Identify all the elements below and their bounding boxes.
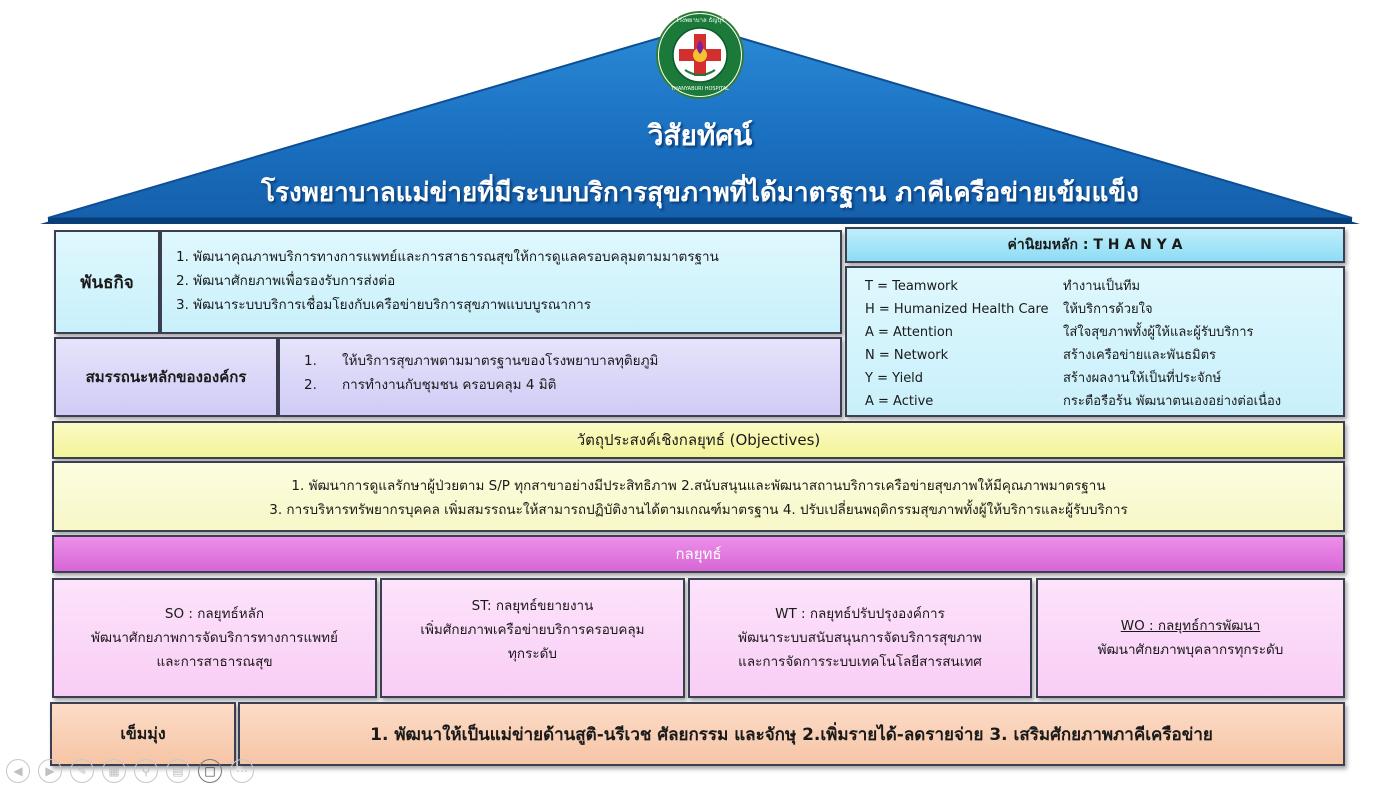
values-box (845, 266, 1345, 417)
strategy-card-wt (688, 578, 1032, 698)
mission-label: พันธกิจ (54, 230, 160, 334)
strategy-line: เพิ่มศักยภาพเครือข่ายบริการครอบคลุม (420, 622, 645, 638)
value-key: H = Humanized Health Care (865, 302, 1049, 317)
value-desc: สร้างผลงานให้เป็นที่ประจักษ์ (1063, 371, 1222, 386)
value-key: T = Teamwork (865, 279, 958, 294)
competency-box (278, 337, 842, 417)
objectives-title: วัตถุประสงค์เชิงกลยุทธ์ (Objectives) (52, 421, 1345, 459)
value-row (865, 275, 1343, 298)
strategy-head: SO : กลยุทธ์หลัก (164, 606, 265, 622)
strategy-line: และการจัดการระบบเทคโนโลยีสารสนเทศ (738, 654, 982, 670)
hospital-logo (655, 10, 745, 100)
value-key: A = Attention (865, 325, 954, 340)
value-row (865, 367, 1343, 390)
objectives-line2: 3. การบริหารทรัพยากรบุคคล เพิ่มสมรรถนะให้สามารถปฏิบัติงานได้ตามเกณฑ์มาตรฐาน 4. ปรับเปลี่ยนพฤติกรรมสุขภาพทั้งผู้ให้บริการและผู้รับบริการ (269, 502, 1128, 518)
vision-title: วิสัยทัศน์ (647, 119, 753, 152)
strategy-line: พัฒนาศักยภาพการจัดบริการทางการแพทย์ (91, 630, 338, 646)
value-key: A = Active (865, 394, 934, 409)
subtitles-icon[interactable]: ▤ (166, 759, 190, 783)
value-row (865, 298, 1343, 321)
strategy-head: WT : กลยุทธ์ปรับปรุงองค์การ (775, 606, 945, 622)
logo-arc-top: โรงพยาบาล ธัญบุรี (675, 17, 725, 24)
strategy-card-st (380, 578, 685, 698)
strategy-line: พัฒนาระบบสนับสนุนการจัดบริการสุขภาพ (738, 630, 982, 646)
focus-label: เข็มมุ่ง (50, 702, 236, 766)
mission-box (160, 230, 842, 334)
value-key: Y = Yield (865, 371, 924, 386)
more-icon[interactable]: ⋯ (230, 759, 254, 783)
presentation-toolbar (6, 759, 254, 785)
strategy-line: ทุกระดับ (508, 646, 557, 662)
strategy-card-so (52, 578, 377, 698)
competency-text: ให้บริการสุขภาพตามมาตรฐานของโรงพยาบาลทุติยภูมิ (342, 353, 659, 369)
strategy-title: กลยุทธ์ (52, 535, 1345, 573)
zoom-icon[interactable]: ⚲ (134, 759, 158, 783)
value-row (865, 390, 1343, 413)
strategy-line: และการสาธารณสุข (156, 654, 273, 670)
strategy-card-wo (1036, 578, 1345, 698)
value-desc: ให้บริการด้วยใจ (1063, 302, 1153, 317)
mission-item: 1. พัฒนาคุณภาพบริการทางการแพทย์และการสาธารณสุขให้การดูแลครอบคลุมตามมาตรฐาน (176, 249, 719, 265)
values-title: ค่านิยมหลัก : T H A N Y A (845, 227, 1345, 263)
value-row (865, 321, 1343, 344)
logo-arc-bottom: THANYABURI HOSPITAL (671, 86, 729, 92)
back-icon[interactable]: ◀ (6, 759, 30, 783)
value-desc: ทำงานเป็นทีม (1063, 279, 1141, 294)
strategy-line: พัฒนาศักยภาพบุคลากรทุกระดับ (1097, 642, 1284, 658)
value-desc: กระตือรือร้น พัฒนาตนเองอย่างต่อเนื่อง (1063, 394, 1282, 409)
mission-item: 2. พัฒนาศักยภาพเพื่อรองรับการส่งต่อ (176, 273, 396, 289)
objectives-box (52, 461, 1345, 532)
competency-num: 2. (304, 377, 317, 393)
competency-label: สมรรถนะหลักขององค์กร (54, 337, 278, 417)
competency-item (304, 349, 816, 373)
value-desc: สร้างเครือข่ายและพันธมิตร (1063, 348, 1217, 363)
strategy-head: WO : กลยุทธ์การพัฒนา (1120, 618, 1261, 634)
value-key: N = Network (865, 348, 949, 363)
value-desc: ใส่ใจสุขภาพทั้งผู้ให้และผู้รับบริการ (1063, 325, 1254, 340)
pen-icon[interactable]: ✎ (70, 759, 94, 783)
strategy-head: ST: กลยุทธ์ขยายงาน (471, 598, 594, 614)
vision-text: โรงพยาบาลแม่ข่ายที่มีระบบบริการสุขภาพที่ได้มาตรฐาน ภาคีเครือข่ายเข้มแข็ง (261, 177, 1139, 208)
competency-text: การทำงานกับชุมชน ครอบคลุม 4 มิติ (342, 377, 557, 393)
competency-num: 1. (304, 353, 317, 369)
mission-list (176, 245, 826, 317)
camera-icon[interactable]: □ (198, 759, 222, 783)
forward-icon[interactable]: ▶ (38, 759, 62, 783)
competency-item (304, 373, 816, 397)
value-row (865, 344, 1343, 367)
mission-item: 3. พัฒนาระบบบริการเชื่อมโยงกับเครือข่ายบริการสุขภาพแบบบูรณาการ (176, 297, 591, 313)
slides-icon[interactable]: ▦ (102, 759, 126, 783)
objectives-line1: 1. พัฒนาการดูแลรักษาผู้ป่วยตาม S/P ทุกสาขาอย่างมีประสิทธิภาพ 2.สนับสนุนและพัฒนาสถานบริการเครือข่ายสุขภาพให้มีคุณภาพมาตรฐาน (291, 478, 1106, 494)
focus-text: 1. พัฒนาให้เป็นแม่ข่ายด้านสูติ-นรีเวช ศัลยกรรม และจักษุ 2.เพิ่มรายได้-ลดรายจ่าย 3. เสริมศักยภาพภาคีเครือข่าย (238, 702, 1345, 766)
